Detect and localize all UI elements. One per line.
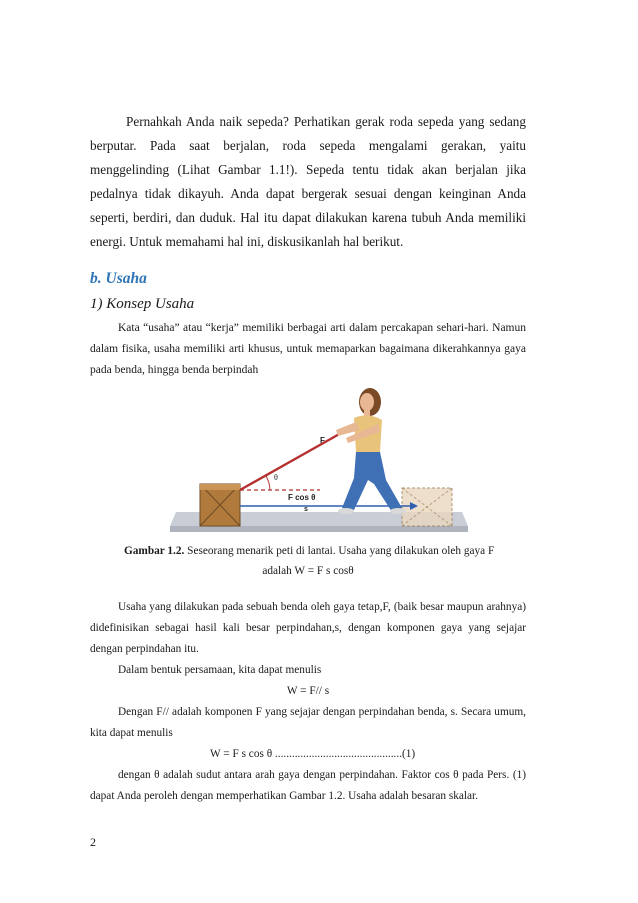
caption-text: Seseorang menarik peti di lantai. Usaha yang dilakukan oleh gaya F (184, 545, 495, 557)
label-force: F (320, 436, 325, 445)
label-theta: θ (274, 473, 278, 482)
floor-edge (170, 526, 468, 532)
equation-1: W = F// s (286, 685, 330, 697)
equation-2: W = F s cos θ .............................................(1) (210, 748, 416, 760)
section-heading: b. Usaha (90, 270, 147, 287)
intro-paragraph (90, 110, 526, 254)
person-pulling (336, 388, 406, 514)
body-paragraph-4: dengan θ adalah sudut antara arah gaya dengan perpindahan. Faktor cos θ pada Pers. (1) dapat Anda peroleh dengan memperhatikan Gambar 1.2. Usaha adalah besaran skalar. (90, 769, 526, 802)
body-paragraph-1: Usaha yang dilakukan pada sebuah benda oleh gaya tetap,F, (baik besar maupun arahnya) didefinisikan sebagai hasil kali besar perpindahan,s, dengan komponen gaya yang sejajar dengan perpindahan itu. (90, 601, 526, 655)
caption-formula: adalah W = F s cosθ (262, 565, 354, 577)
concept-paragraph (90, 318, 526, 381)
angle-arc (266, 476, 270, 490)
caption-line (90, 541, 526, 561)
caption-label: Gambar 1.2. (124, 545, 185, 557)
page-number: 2 (90, 835, 96, 849)
subsection-heading: 1) Konsep Usaha (90, 296, 195, 312)
crate-final-position (402, 488, 452, 526)
intro-text: Pernahkah Anda naik sepeda? Perhatikan gerak roda sepeda yang sedang berputar. Pada saat berjalan, roda sepeda mengalami gerakan, yaitu menggelinding (Lihat Gambar 1.1!). Sepeda tentu tidak akan berjalan jika pedalnya tidak dikayuh. Anda dapat bergerak sesuai dengan keinginan Anda seperti, berdiri, dan duduk. Hal itu dapat dilakukan karena tubuh Anda memiliki energi. Untuk memahami hal ini, diskusikanlah hal berikut. (90, 114, 526, 249)
concept-text: Kata “usaha” atau “kerja” memiliki berbagai arti dalam percakapan sehari-hari. Namun dalam fisika, usaha memiliki arti khusus, untuk memaparkan bagaimana dikerahkannya gaya pada benda, hingga benda berpindah (90, 322, 526, 376)
figure-person-pulling-crate (170, 380, 468, 532)
force-rope (240, 428, 350, 490)
crate (200, 484, 240, 526)
body-paragraph-2: Dalam bentuk persamaan, kita dapat menulis (118, 664, 322, 676)
body-paragraph-3: Dengan F// adalah komponen F yang sejajar dengan perpindahan benda, s. Secara umum, kita dapat menulis (90, 706, 526, 739)
label-fcos: F cos θ (288, 493, 316, 502)
label-s: s (304, 506, 308, 513)
figure-caption (90, 541, 526, 581)
work-definition (90, 597, 526, 807)
